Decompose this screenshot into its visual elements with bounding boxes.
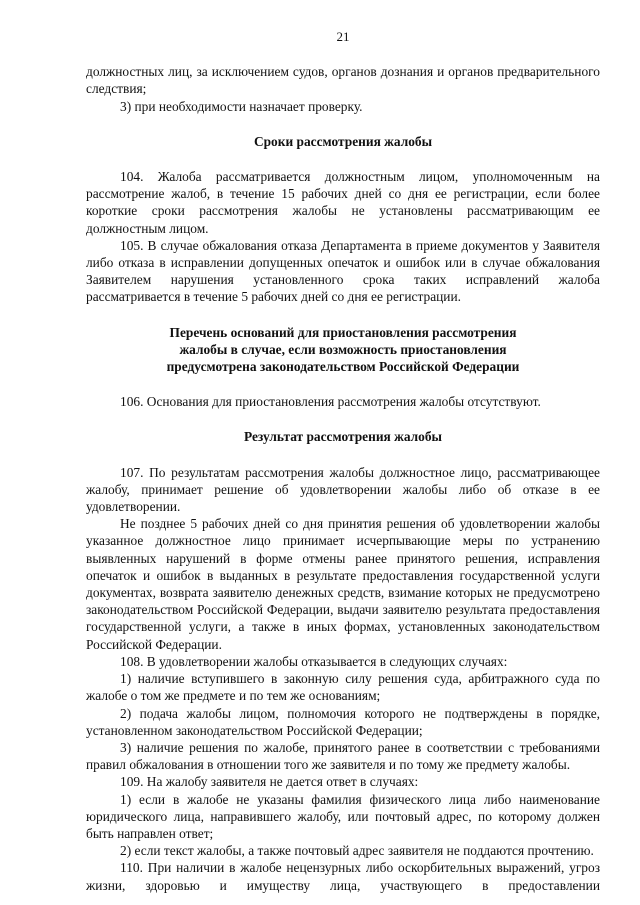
section-heading-review-terms: Сроки рассмотрения жалобы — [253, 133, 433, 149]
paragraph-106: 106. Основания для приостановления рассмотрения жалобы отсутствуют. — [120, 394, 541, 410]
paragraph-104: 104. Жалоба рассматривается должностным лицом, уполномоченным на рассмотрение жалоб, в течение 15 рабочих дней со дня ее регистрации, если более короткие сроки рассмотрения жалобы не установлены рассматривающим ее должностным лицом. — [86, 169, 600, 236]
heading-line: Перечень оснований для приостановления рассмотрения — [169, 324, 517, 340]
paragraph-108: 108. В удовлетворении жалобы отказывается в следующих случаях: — [120, 653, 508, 669]
paragraph-109-item-2: 2) если текст жалобы, а также почтовый адрес заявителя не поддаются прочтению. — [120, 843, 594, 859]
paragraph-109: 109. На жалобу заявителя не дается ответ в случаях: — [120, 774, 419, 790]
paragraph-107: 107. По результатам рассмотрения жалобы должностное лицо, рассматривающее жалобу, принимает решение об удовлетворении жалобы либо об отказе в ее удовлетворении. — [86, 464, 600, 515]
paragraph-110: 110. При наличии в жалобе нецензурных либо оскорбительных выражений, угроз жизни, здоровью и имуществу лица, участвующего в предоставлении — [86, 860, 600, 893]
paragraph-item-3: 3) при необходимости назначает проверку. — [120, 98, 363, 114]
heading-line: жалобы в случае, если возможность приостановления — [179, 341, 507, 357]
paragraph-remedy-measures: Не позднее 5 рабочих дней со дня принятия решения об удовлетворении жалобы указанное должностное лицо принимает исчерпывающие меры по устранению выявленных нарушений в форме отмены ранее принятого решения, исправления опечаток и ошибок в выданных в результате предоставления государственной услуги документах, возврата заявителю денежных средств, взимание которых не предусмотрено законодательством Российской Федерации, выдачи заявителю результата предоставления государственной услуги, а также в иных формах, установленных законодательством Российской Федерации. — [86, 516, 600, 652]
paragraph-continuation: должностных лиц, за исключением судов, органов дознания и органов предварительного следствия; — [86, 64, 600, 97]
heading-line: предусмотрена законодательством Российской Федерации — [166, 359, 520, 375]
paragraph-109-item-1: 1) если в жалобе не указаны фамилия физического лица либо наименование юридического лица, направившего жалобу, или почтовый адрес, по которому должен быть направлен ответ; — [86, 791, 600, 841]
section-heading-review-result: Результат рассмотрения жалобы — [243, 429, 443, 445]
document-page — [86, 28, 600, 894]
paragraph-108-item-3: 3) наличие решения по жалобе, принятого ранее в соответствии с требованиями правил обжалования в отношении того же заявителя и по тому же предмету жалобы. — [86, 739, 600, 773]
section-heading-suspension-grounds — [86, 324, 600, 376]
page-number: 21 — [336, 29, 350, 44]
paragraph-108-item-1: 1) наличие вступившего в законную силу решения суда, арбитражного суда по жалобе о том же предмете и по тем же основаниям; — [86, 671, 600, 704]
paragraph-105: 105. В случае обжалования отказа Департамента в приеме документов у Заявителя либо отказа в исправлении допущенных опечаток и ошибок или в случае обжалования Заявителем нарушения установленного срока таких исправлений жалоба рассматривается в течение 5 рабочих дней со дня ее регистрации. — [86, 237, 600, 305]
paragraph-108-item-2: 2) подача жалобы лицом, полномочия которого не подтверждены в порядке, установленном законодательством Российской Федерации; — [86, 705, 600, 738]
